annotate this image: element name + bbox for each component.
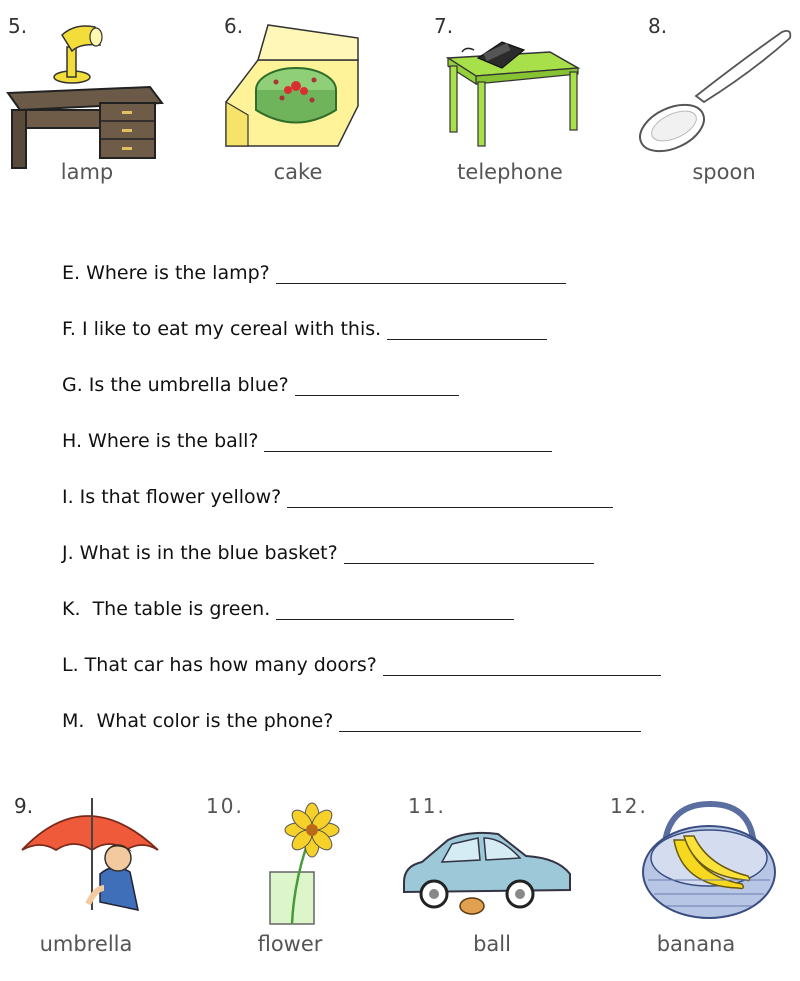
question-i bbox=[62, 486, 613, 508]
banana-in-basket-icon bbox=[634, 800, 784, 928]
word-flower: flower bbox=[257, 932, 323, 956]
question-text: F. I like to eat my cereal with this. bbox=[62, 318, 382, 340]
question-text: L. That car has how many doors? bbox=[62, 654, 377, 676]
answer-line[interactable] bbox=[383, 657, 661, 676]
question-h bbox=[62, 430, 552, 452]
item-number-6: 6. bbox=[224, 14, 244, 38]
word-spoon: spoon bbox=[692, 160, 756, 184]
cake-in-box-icon bbox=[218, 20, 366, 150]
question-m bbox=[62, 710, 641, 732]
word-lamp: lamp bbox=[60, 160, 114, 184]
question-text: H. Where is the ball? bbox=[62, 430, 259, 452]
lamp-on-desk-icon bbox=[0, 15, 165, 170]
answer-line[interactable] bbox=[264, 433, 552, 452]
question-k bbox=[62, 598, 514, 620]
question-text: E. Where is the lamp? bbox=[62, 262, 270, 284]
answer-line[interactable] bbox=[287, 489, 613, 508]
question-text: G. Is the umbrella blue? bbox=[62, 374, 289, 396]
word-banana: banana bbox=[656, 932, 736, 956]
answer-line[interactable] bbox=[276, 601, 514, 620]
answer-line[interactable] bbox=[387, 321, 547, 340]
question-text: J. What is in the blue basket? bbox=[62, 542, 338, 564]
item-number-11: 11. bbox=[408, 794, 446, 818]
answer-line[interactable] bbox=[339, 713, 641, 732]
answer-line[interactable] bbox=[344, 545, 594, 564]
word-telephone: telephone bbox=[457, 160, 563, 184]
question-j bbox=[62, 542, 594, 564]
telephone-on-table-icon bbox=[440, 22, 585, 147]
answer-line[interactable] bbox=[276, 265, 566, 284]
umbrella-person-icon bbox=[14, 792, 164, 922]
question-e bbox=[62, 262, 566, 284]
question-text: M. What color is the phone? bbox=[62, 710, 334, 732]
item-number-10: 10. bbox=[206, 794, 244, 818]
question-text: K. The table is green. bbox=[62, 598, 271, 620]
item-number-8: 8. bbox=[648, 14, 668, 38]
item-number-12: 12. bbox=[610, 794, 648, 818]
question-l bbox=[62, 654, 661, 676]
flower-in-glass-icon bbox=[260, 800, 360, 930]
question-g bbox=[62, 374, 459, 396]
answer-line[interactable] bbox=[295, 377, 459, 396]
word-umbrella: umbrella bbox=[39, 932, 133, 956]
item-number-5: 5. bbox=[8, 14, 28, 38]
question-text: I. Is that flower yellow? bbox=[62, 486, 282, 508]
word-ball: ball bbox=[473, 932, 511, 956]
word-cake: cake bbox=[273, 160, 323, 184]
item-number-9: 9. bbox=[14, 794, 34, 818]
spoon-icon bbox=[632, 18, 797, 158]
item-number-7: 7. bbox=[434, 14, 454, 38]
car-and-ball-icon bbox=[398, 820, 578, 920]
question-f bbox=[62, 318, 547, 340]
